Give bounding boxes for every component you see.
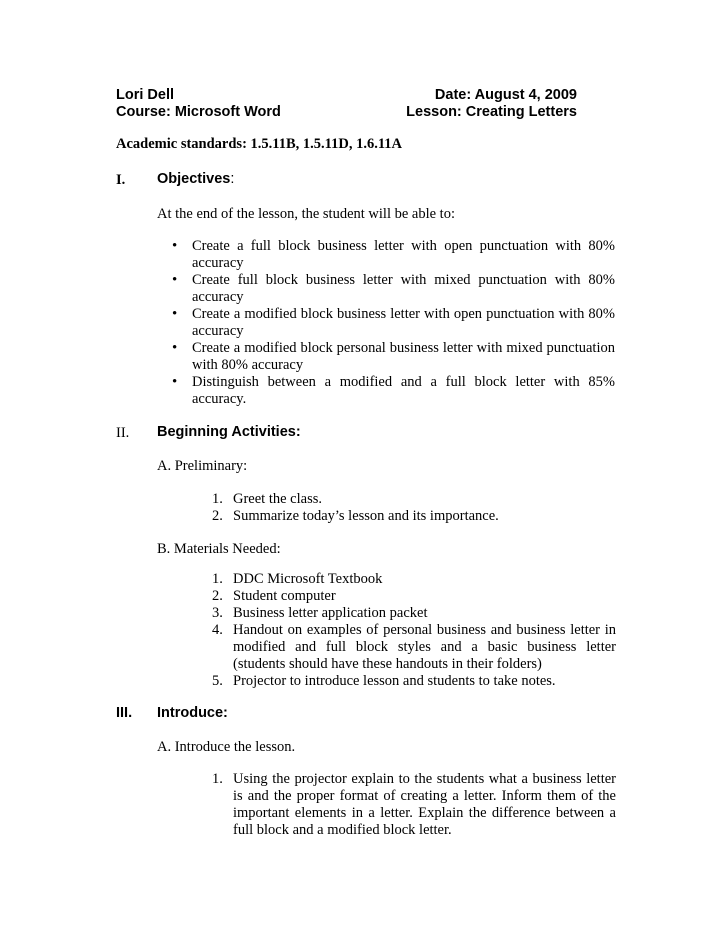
section-title-objectives bbox=[157, 171, 234, 187]
objectives-list bbox=[192, 238, 615, 408]
lesson-title: Lesson: Creating Letters bbox=[406, 104, 577, 120]
section-title-introduce: Introduce: bbox=[157, 705, 228, 721]
subsection-materials: B. Materials Needed: bbox=[157, 541, 281, 557]
course-name: Course: Microsoft Word bbox=[116, 104, 281, 120]
section-title-beginning-activities: Beginning Activities: bbox=[157, 424, 301, 440]
lesson-date: Date: August 4, 2009 bbox=[434, 87, 577, 103]
section-number-3: III. bbox=[116, 705, 133, 721]
section-number-1: I. bbox=[116, 172, 126, 188]
list-item: 4. Handout on examples of personal business and business letter in modified and full block styles and a basic business letter (students should have these handouts in their folders) bbox=[212, 622, 616, 672]
section-title-colon: : bbox=[230, 171, 235, 187]
introduce-list bbox=[212, 771, 616, 839]
section-title-text: Objectives bbox=[157, 171, 231, 187]
list-item: 2. Student computer bbox=[212, 588, 336, 604]
list-item: • Create a full block business letter with open punctuation with 80% accuracy bbox=[192, 238, 615, 272]
section-number-2: II. bbox=[116, 425, 130, 441]
list-item: 2. Summarize today’s lesson and its importance. bbox=[212, 508, 499, 524]
subsection-preliminary: A. Preliminary: bbox=[157, 458, 248, 474]
list-item: • Distinguish between a modified and a full block letter with 85% accuracy. bbox=[192, 374, 615, 408]
preliminary-list bbox=[212, 491, 616, 525]
academic-standards: Academic standards: 1.5.11B, 1.5.11D, 1.6.11A bbox=[116, 136, 402, 152]
list-item: • Create a modified block personal business letter with mixed punctuation with 80% accuracy bbox=[192, 340, 615, 374]
author-name: Lori Dell bbox=[116, 87, 175, 103]
list-item: 1. Greet the class. bbox=[212, 491, 322, 507]
objectives-intro: At the end of the lesson, the student will be able to: bbox=[157, 206, 455, 222]
list-item: 3. Business letter application packet bbox=[212, 605, 428, 621]
list-item: 5. Projector to introduce lesson and students to take notes. bbox=[212, 673, 556, 689]
list-item: • Create a modified block business letter with open punctuation with 80% accuracy bbox=[192, 306, 615, 340]
list-item: • Create full block business letter with mixed punctuation with 80% accuracy bbox=[192, 272, 615, 306]
list-item: 1. DDC Microsoft Textbook bbox=[212, 571, 383, 587]
materials-list bbox=[212, 571, 616, 690]
subsection-introduce-lesson: A. Introduce the lesson. bbox=[157, 739, 296, 755]
list-item: 1. Using the projector explain to the students what a business letter is and the proper format of creating a letter. Inform them of the important elements in a letter. Explain the difference between a full block and a modified block letter. bbox=[212, 771, 616, 838]
